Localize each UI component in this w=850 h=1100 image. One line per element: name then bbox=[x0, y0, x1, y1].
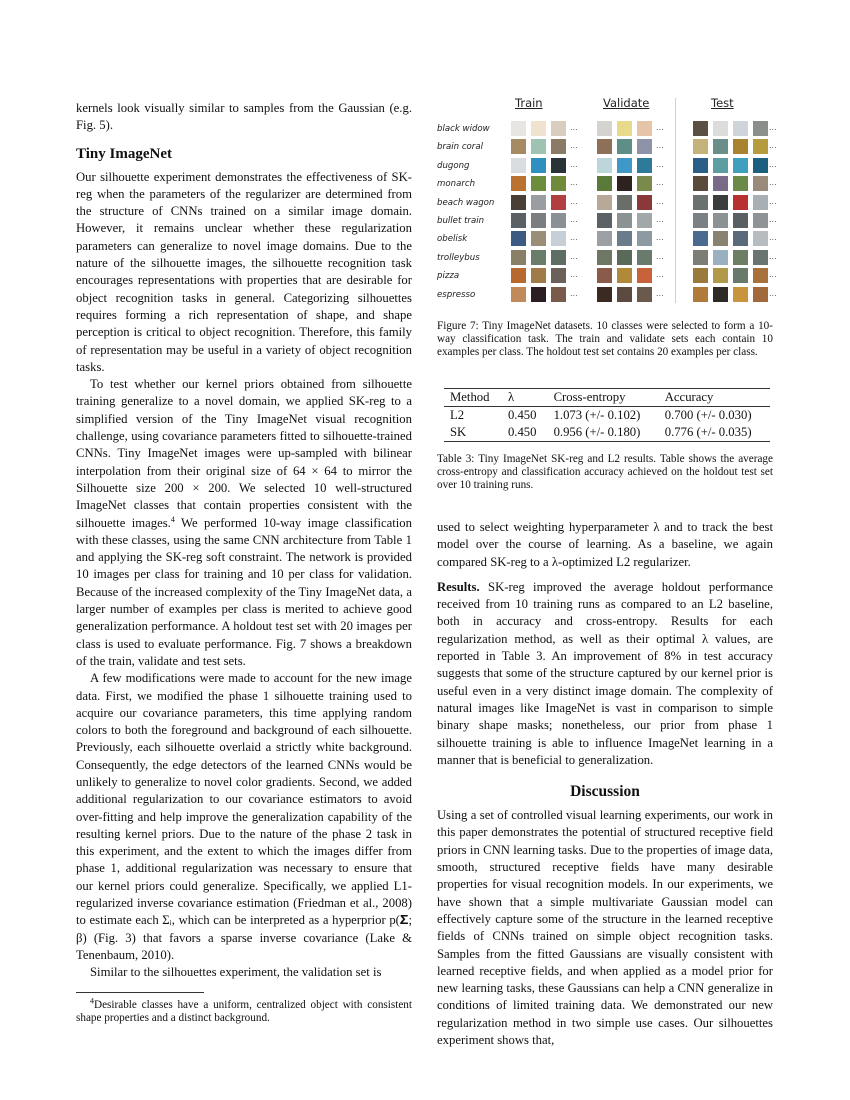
test-thumbnail bbox=[713, 250, 728, 265]
train-thumbnail bbox=[511, 231, 526, 246]
train-thumbnail bbox=[531, 176, 546, 191]
table-row bbox=[444, 407, 770, 425]
test-thumbnail bbox=[713, 121, 728, 136]
test-thumbnail bbox=[733, 231, 748, 246]
validate-thumbnail bbox=[597, 195, 612, 210]
train-thumbnail bbox=[531, 213, 546, 228]
cell-lambda: 0.450 bbox=[507, 408, 537, 422]
ellipsis: ... bbox=[656, 233, 664, 243]
continuation-paragraph: used to select weighting hyperparameter λ and to track the best model over the course of learning. As a baseline, we again compared SK-reg to a λ-optimized L2 regularizer. bbox=[437, 520, 773, 569]
test-thumbnail bbox=[733, 287, 748, 302]
paragraph-4: Similar to the silhouettes experiment, the validation set is bbox=[90, 965, 382, 980]
test-thumbnail bbox=[713, 176, 728, 191]
test-thumbnail bbox=[693, 250, 708, 265]
validate-thumbnail bbox=[637, 231, 652, 246]
ellipsis: ... bbox=[769, 251, 777, 261]
validate-thumbnail bbox=[617, 231, 632, 246]
col-method: Method bbox=[450, 390, 490, 404]
col-lambda: λ bbox=[507, 390, 515, 404]
train-thumbnail bbox=[511, 139, 526, 154]
section-title-tiny-imagenet: Tiny ImageNet bbox=[76, 145, 172, 162]
train-thumbnail bbox=[511, 287, 526, 302]
test-thumbnail bbox=[753, 176, 768, 191]
paragraph-2-cont: We performed 10-way image classification with these classes, using the same CNN architecture from Table 1 and applying the SK-reg soft constraint. The network is provided 10 images per class for training and 10 per class for validation. Because of the increased complexity of the Tiny ImageNet data, a larger number of examples per class is merited to achieve good generalization performance. A holdout test set with 20 images per class is used to evaluate performance. Fig. 7 shows a breakdown of the train, validate and test sets. bbox=[76, 515, 412, 668]
ellipsis: ... bbox=[570, 178, 578, 188]
validate-thumbnail bbox=[637, 195, 652, 210]
intro-paragraph: kernels look visually similar to samples from the Gaussian (e.g. Fig. 5). bbox=[76, 101, 412, 133]
ellipsis: ... bbox=[656, 215, 664, 224]
class-label: pizza bbox=[437, 271, 460, 282]
train-thumbnail bbox=[511, 268, 526, 283]
test-thumbnail bbox=[713, 268, 728, 283]
validate-thumbnail bbox=[637, 121, 652, 136]
class-label: trolleybus bbox=[437, 252, 480, 263]
test-thumbnail bbox=[733, 121, 748, 136]
validate-thumbnail bbox=[637, 176, 652, 191]
train-thumbnail bbox=[531, 287, 546, 302]
train-thumbnail bbox=[531, 231, 546, 246]
train-thumbnail bbox=[531, 250, 546, 265]
ellipsis: ... bbox=[769, 196, 777, 206]
validate-thumbnail bbox=[617, 139, 632, 154]
train-thumbnail bbox=[511, 250, 526, 265]
test-thumbnail bbox=[733, 195, 748, 210]
ellipsis: ... bbox=[769, 178, 777, 188]
test-thumbnail bbox=[733, 250, 748, 265]
test-thumbnail bbox=[713, 287, 728, 302]
ellipsis: ... bbox=[769, 270, 777, 280]
ellipsis: ... bbox=[570, 141, 578, 151]
test-thumbnail bbox=[713, 213, 728, 228]
train-thumbnail bbox=[551, 287, 566, 302]
train-thumbnail bbox=[551, 250, 566, 265]
train-thumbnail bbox=[551, 195, 566, 210]
footnote-ref[interactable]: 4 bbox=[170, 514, 175, 524]
figure-row bbox=[437, 121, 777, 139]
test-thumbnail bbox=[733, 158, 748, 173]
figure-row bbox=[437, 268, 777, 286]
validate-thumbnail bbox=[597, 287, 612, 302]
validate-thumbnail bbox=[597, 176, 612, 191]
validate-thumbnail bbox=[597, 213, 612, 228]
ellipsis: ... bbox=[656, 270, 664, 280]
train-thumbnail bbox=[531, 195, 546, 210]
cell-cross-entropy: 1.073 (+/- 0.102) bbox=[553, 408, 641, 422]
train-thumbnail bbox=[551, 231, 566, 246]
results-text: SK-reg improved the average holdout performance received from 10 training runs as compared to an L2 baseline, both in accuracy and cross-entropy. Results for each regularization method, as well as their optimal λ values, are reported in Table 3. An improvement of 8% in test accuracy suggests that some of the structure captured by our kernel prior is useful even in a very distinct image domain. The complexity of natural images like ImageNet is vast in comparison to simple binary shape masks; nonetheless, our prior from phase 1 silhouette training is able to influence ImageNet learning in a manner that is beneficial to generalization. bbox=[437, 579, 773, 767]
ellipsis: ... bbox=[656, 159, 664, 169]
validate-thumbnail bbox=[617, 287, 632, 302]
cell-method: L2 bbox=[450, 408, 465, 422]
results-label: Results. bbox=[437, 579, 480, 594]
figure-row bbox=[437, 287, 777, 305]
test-thumbnail bbox=[713, 195, 728, 210]
header-validate: Validate bbox=[603, 96, 650, 110]
train-thumbnail bbox=[511, 213, 526, 228]
validate-thumbnail bbox=[637, 268, 652, 283]
ellipsis: ... bbox=[656, 196, 664, 206]
test-thumbnail bbox=[753, 250, 768, 265]
test-thumbnail bbox=[753, 268, 768, 283]
validate-thumbnail bbox=[617, 176, 632, 191]
figure-7 bbox=[437, 96, 777, 306]
paragraph-2-text: To test whether our kernel priors obtained from silhouette training generalize to a novel domain, we applied SK-reg to a simplified version of the Tiny ImageNet visual recognition challenge, using covariance parameters fitted to silhouette-trained CNNs. Tiny ImageNet images were up-sampled with bilinear interpolation from their original size of 64 × 64 to mirror the Silhouette size 200 × 200. We selected 10 well-structured ImageNet classes that contain properties consistent with the silhouette images. bbox=[76, 377, 412, 530]
test-thumbnail bbox=[733, 268, 748, 283]
ellipsis: ... bbox=[769, 123, 777, 132]
class-label: brain coral bbox=[437, 142, 483, 153]
ellipsis: ... bbox=[570, 233, 578, 243]
footnote-4 bbox=[76, 996, 412, 1025]
test-thumbnail bbox=[693, 139, 708, 154]
class-label: black widow bbox=[437, 124, 490, 134]
ellipsis: ... bbox=[769, 215, 777, 224]
train-thumbnail bbox=[551, 268, 566, 283]
validate-thumbnail bbox=[597, 158, 612, 173]
figure-row bbox=[437, 195, 777, 213]
figure-7-caption bbox=[437, 320, 773, 359]
col-cross-entropy: Cross-entropy bbox=[553, 390, 626, 404]
validate-thumbnail bbox=[637, 213, 652, 228]
ellipsis: ... bbox=[570, 215, 578, 224]
train-thumbnail bbox=[551, 176, 566, 191]
ellipsis: ... bbox=[656, 141, 664, 151]
table-row bbox=[444, 424, 770, 442]
train-thumbnail bbox=[551, 158, 566, 173]
test-thumbnail bbox=[753, 231, 768, 246]
right-column bbox=[437, 519, 773, 1049]
section-title-discussion: Discussion bbox=[570, 783, 640, 801]
validate-thumbnail bbox=[617, 213, 632, 228]
validate-thumbnail bbox=[597, 231, 612, 246]
test-thumbnail bbox=[713, 158, 728, 173]
figure-caption-text: Figure 7: Tiny ImageNet datasets. 10 classes were selected to form a 10-way classification task. The train and validate sets each contain 10 examples per class. The holdout test set contains 20 examples per class. bbox=[437, 320, 773, 358]
ellipsis: ... bbox=[769, 141, 777, 151]
test-thumbnail bbox=[693, 231, 708, 246]
test-thumbnail bbox=[753, 287, 768, 302]
paragraph-2 bbox=[76, 376, 412, 670]
cell-accuracy: 0.700 (+/- 0.030) bbox=[664, 408, 752, 422]
footnote-divider bbox=[76, 992, 204, 993]
figure-row bbox=[437, 158, 777, 176]
validate-thumbnail bbox=[617, 121, 632, 136]
header-test: Test bbox=[711, 96, 734, 110]
ellipsis: ... bbox=[570, 270, 578, 280]
train-thumbnail bbox=[531, 158, 546, 173]
test-thumbnail bbox=[733, 213, 748, 228]
train-thumbnail bbox=[511, 195, 526, 210]
test-thumbnail bbox=[753, 121, 768, 136]
validate-thumbnail bbox=[617, 195, 632, 210]
ellipsis: ... bbox=[656, 251, 664, 261]
figure-row bbox=[437, 213, 777, 231]
ellipsis: ... bbox=[570, 288, 578, 298]
class-label: bullet train bbox=[437, 216, 485, 226]
ellipsis: ... bbox=[769, 288, 777, 298]
table-header-row bbox=[444, 389, 770, 407]
footnote-marker: 4 bbox=[90, 996, 94, 1006]
test-thumbnail bbox=[753, 139, 768, 154]
ellipsis: ... bbox=[570, 159, 578, 169]
results-table bbox=[444, 388, 770, 442]
ellipsis: ... bbox=[570, 251, 578, 261]
figure-row bbox=[437, 250, 777, 268]
class-label: beach wagon bbox=[437, 197, 495, 208]
col-accuracy: Accuracy bbox=[664, 390, 714, 404]
train-thumbnail bbox=[531, 139, 546, 154]
figure-row bbox=[437, 231, 777, 249]
test-thumbnail bbox=[693, 158, 708, 173]
test-thumbnail bbox=[693, 176, 708, 191]
header-train: Train bbox=[515, 96, 543, 110]
discussion-paragraph: Using a set of controlled visual learning experiments, our work in this paper demonstrates the potential of structured receptive field priors in CNN learning tasks. Due to the properties of image data, smooth, structured receptive fields have many desirable properties for visual recognition models. In our experiments, we have shown that a simple multivariate Gaussian model can effectively capture some of the structure in the learned receptive fields of CNNs trained on simple object recognition tasks. Samples from the fitted Gaussians are visually consistent with learned receptive fields, and when applied as a model prior for new learning tasks, these Gaussians can help a CNN generalize in conditions of limited training data. We demonstrated our new regularization method in two simple use cases. Our silhouettes experiment shows that, bbox=[437, 808, 773, 1048]
class-label: espresso bbox=[437, 289, 476, 300]
test-thumbnail bbox=[693, 195, 708, 210]
train-thumbnail bbox=[511, 176, 526, 191]
ellipsis: ... bbox=[769, 233, 777, 243]
class-label: monarch bbox=[437, 179, 476, 190]
class-label: dugong bbox=[437, 160, 470, 171]
validate-thumbnail bbox=[597, 268, 612, 283]
class-label: obelisk bbox=[437, 234, 468, 245]
test-thumbnail bbox=[733, 176, 748, 191]
train-thumbnail bbox=[551, 121, 566, 136]
train-thumbnail bbox=[511, 158, 526, 173]
train-thumbnail bbox=[551, 213, 566, 228]
ellipsis: ... bbox=[656, 178, 664, 188]
test-thumbnail bbox=[693, 121, 708, 136]
validate-thumbnail bbox=[597, 139, 612, 154]
test-thumbnail bbox=[693, 213, 708, 228]
test-thumbnail bbox=[713, 231, 728, 246]
table-3 bbox=[444, 388, 770, 442]
cell-accuracy: 0.776 (+/- 0.035) bbox=[664, 425, 752, 439]
test-thumbnail bbox=[753, 195, 768, 210]
test-thumbnail bbox=[753, 158, 768, 173]
validate-thumbnail bbox=[637, 287, 652, 302]
test-thumbnail bbox=[693, 268, 708, 283]
results-paragraph bbox=[437, 579, 773, 769]
validate-thumbnail bbox=[637, 139, 652, 154]
ellipsis: ... bbox=[656, 123, 664, 132]
ellipsis: ... bbox=[570, 196, 578, 206]
cell-method: SK bbox=[450, 425, 467, 439]
paragraph-3: A few modifications were made to account for the new image data. First, we modified the phase 1 silhouette training used to acquire our covariance parameters, this time applying random colors to both the foreground and background of each silhouette. Previously, each silhouette overlaid a strictly white background. Consequently, the edge detectors of the learned CNNs would be unlikely to generalize to novel color gradients. Second, we added additional regularization to our covariance estimators to avoid over-fitting and help improve the generalization capability of the resulting kernel priors. Due to the nature of the phase 2 task in this experiment, and the extent to which the images differ from phase 1, additional regularization was necessary to ensure that our kernel priors could generalize. Specifically, we applied L1-regularized inverse covariance estimation (Friedman et al., 2008) to estimate each Σᵢ, which can be interpreted as a hyperprior p(𝚺; β) (Fig. 3) that favors a sparse inverse covariance (Lake & Tenenbaum, 2010). bbox=[76, 671, 412, 962]
train-thumbnail bbox=[531, 268, 546, 283]
train-thumbnail bbox=[531, 121, 546, 136]
test-thumbnail bbox=[753, 213, 768, 228]
table-3-caption bbox=[437, 453, 773, 492]
footnote-text: Desirable classes have a uniform, centralized object with consistent shape properties and a distinct background. bbox=[76, 999, 412, 1024]
cell-cross-entropy: 0.956 (+/- 0.180) bbox=[553, 425, 641, 439]
train-thumbnail bbox=[511, 121, 526, 136]
validate-thumbnail bbox=[617, 158, 632, 173]
validate-thumbnail bbox=[597, 250, 612, 265]
ellipsis: ... bbox=[570, 123, 578, 132]
left-column bbox=[76, 100, 412, 982]
table-caption-text: Table 3: Tiny ImageNet SK-reg and L2 results. Table shows the average cross-entropy and classification accuracy achieved on the holdout test set over 10 training runs. bbox=[437, 453, 773, 491]
validate-thumbnail bbox=[637, 158, 652, 173]
validate-thumbnail bbox=[597, 121, 612, 136]
ellipsis: ... bbox=[656, 288, 664, 298]
test-thumbnail bbox=[733, 139, 748, 154]
validate-thumbnail bbox=[617, 250, 632, 265]
validate-thumbnail bbox=[637, 250, 652, 265]
footnote-area bbox=[76, 992, 412, 1025]
test-thumbnail bbox=[713, 139, 728, 154]
figure-row bbox=[437, 176, 777, 194]
cell-lambda: 0.450 bbox=[507, 425, 537, 439]
validate-thumbnail bbox=[617, 268, 632, 283]
train-thumbnail bbox=[551, 139, 566, 154]
figure-row bbox=[437, 139, 777, 157]
ellipsis: ... bbox=[769, 159, 777, 169]
paragraph-1: Our silhouette experiment demonstrates the effectiveness of SK-reg when the parameters of the regularizer are determined from the structure of CNNs trained on a similar image domain. However, it remains unclear whether these regularization parameters can generalize to novel image domains. Due to the nature of the silhouette images, the silhouette recognition task encourages representations with properties that are desirable for object recognition tasks in general. Categorizing silhouettes requires forming a rich representation of shape, and shape perception is critical to object recognition. Therefore, this family of representation may be useful in a variety of object recognition tasks. bbox=[76, 169, 412, 374]
test-thumbnail bbox=[693, 287, 708, 302]
